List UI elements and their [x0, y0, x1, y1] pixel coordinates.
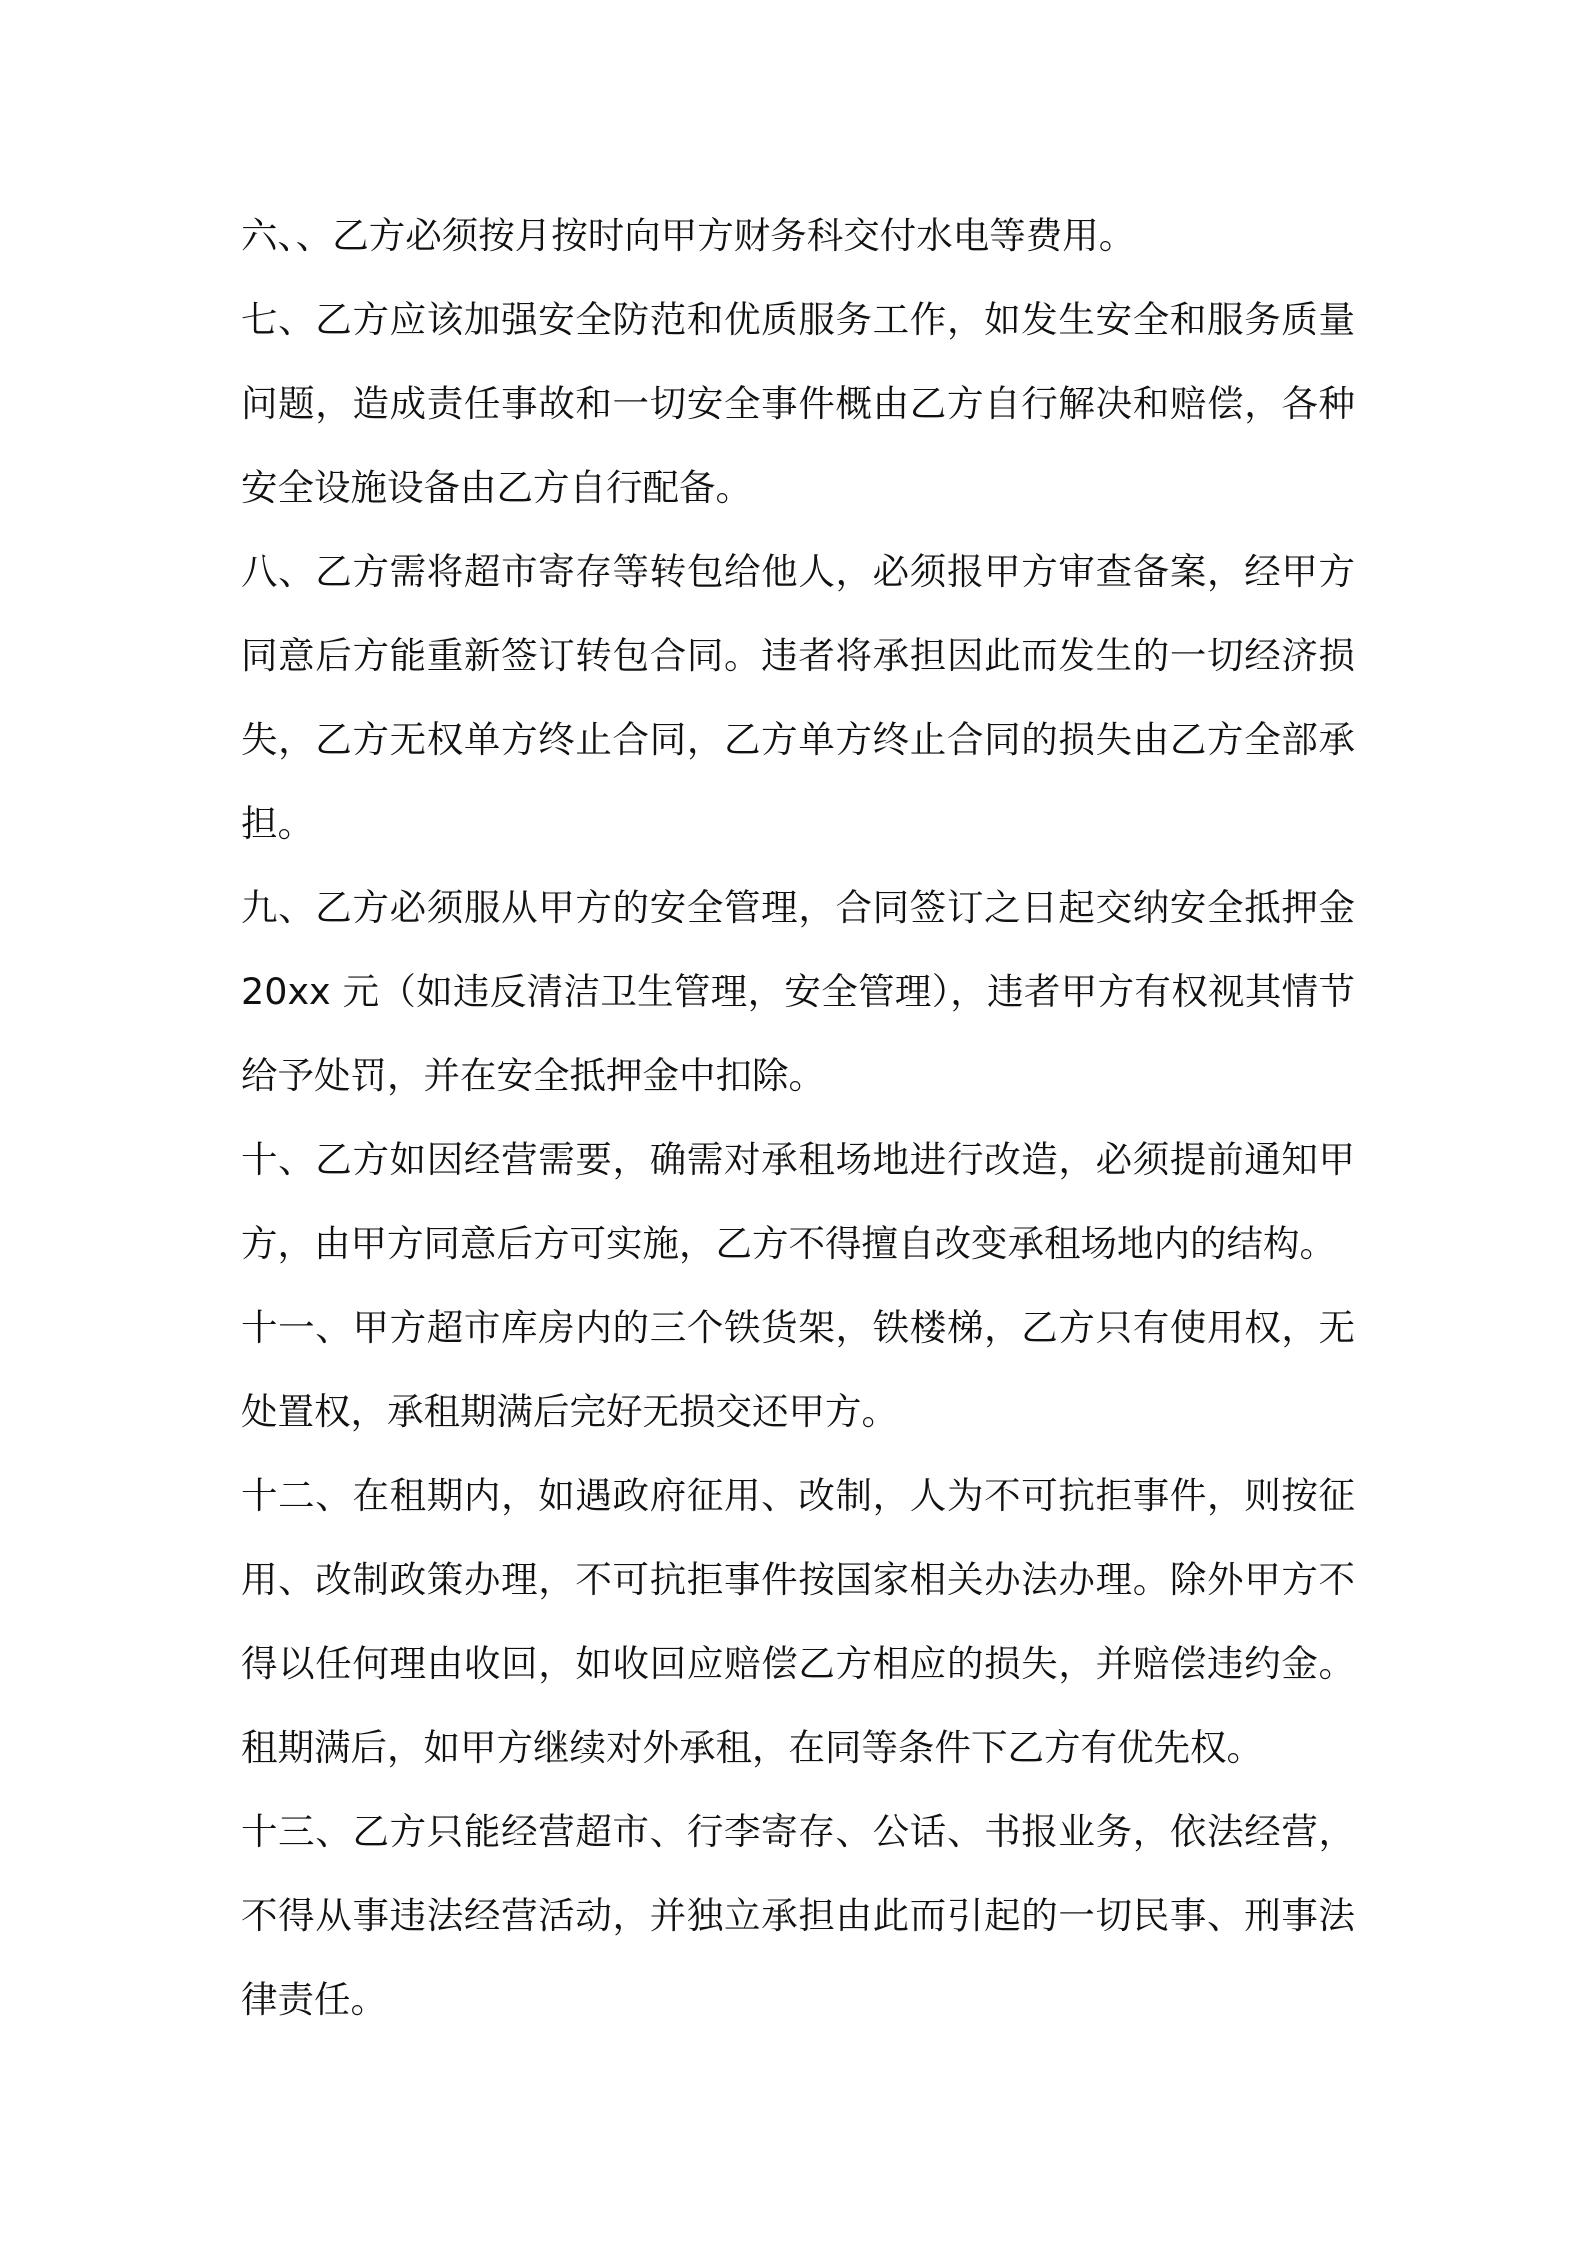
clause-9: 九、乙方必须服从甲方的安全管理，合同签订之日起交纳安全抵押金20xx 元（如违反清洁卫生管理，安全管理），违者甲方有权视其情节给予处罚，并在安全抵押金中扣除。: [241, 886, 1355, 1097]
clause-13: 十三、乙方只能经营超市、行李寄存、公话、书报业务，依法经营，不得从事违法经营活动，并独立承担由此而引起的一切民事、刑事法律责任。: [241, 1810, 1355, 2021]
clause-10: 十、乙方如因经营需要，确需对承租场地进行改造，必须提前通知甲方，由甲方同意后方可实施，乙方不得擅自改变承租场地内的结构。: [241, 1138, 1355, 1265]
document-body: [241, 194, 1355, 2042]
clause-11: 十一、甲方超市库房内的三个铁货架，铁楼梯，乙方只有使用权，无处置权，承租期满后完好无损交还甲方。: [241, 1306, 1355, 1433]
clause-6: 六、、乙方必须按月按时向甲方财务科交付水电等费用。: [241, 214, 1136, 257]
clause-12: 十二、在租期内，如遇政府征用、改制，人为不可抗拒事件，则按征用、改制政策办理，不可抗拒事件按国家相关办法办理。除外甲方不得以任何理由收回，如收回应赔偿乙方相应的损失，并赔偿违约金。租期满后，如甲方继续对外承租，在同等条件下乙方有优先权。: [241, 1474, 1355, 1769]
clause-8: 八、乙方需将超市寄存等转包给他人，必须报甲方审查备案，经甲方同意后方能重新签订转包合同。违者将承担因此而发生的一切经济损失，乙方无权单方终止合同，乙方单方终止合同的损失由乙方全部承担。: [241, 550, 1355, 845]
clause-7: 七、乙方应该加强安全防范和优质服务工作，如发生安全和服务质量问题，造成责任事故和一切安全事件概由乙方自行解决和赔偿，各种安全设施设备由乙方自行配备。: [241, 298, 1355, 509]
